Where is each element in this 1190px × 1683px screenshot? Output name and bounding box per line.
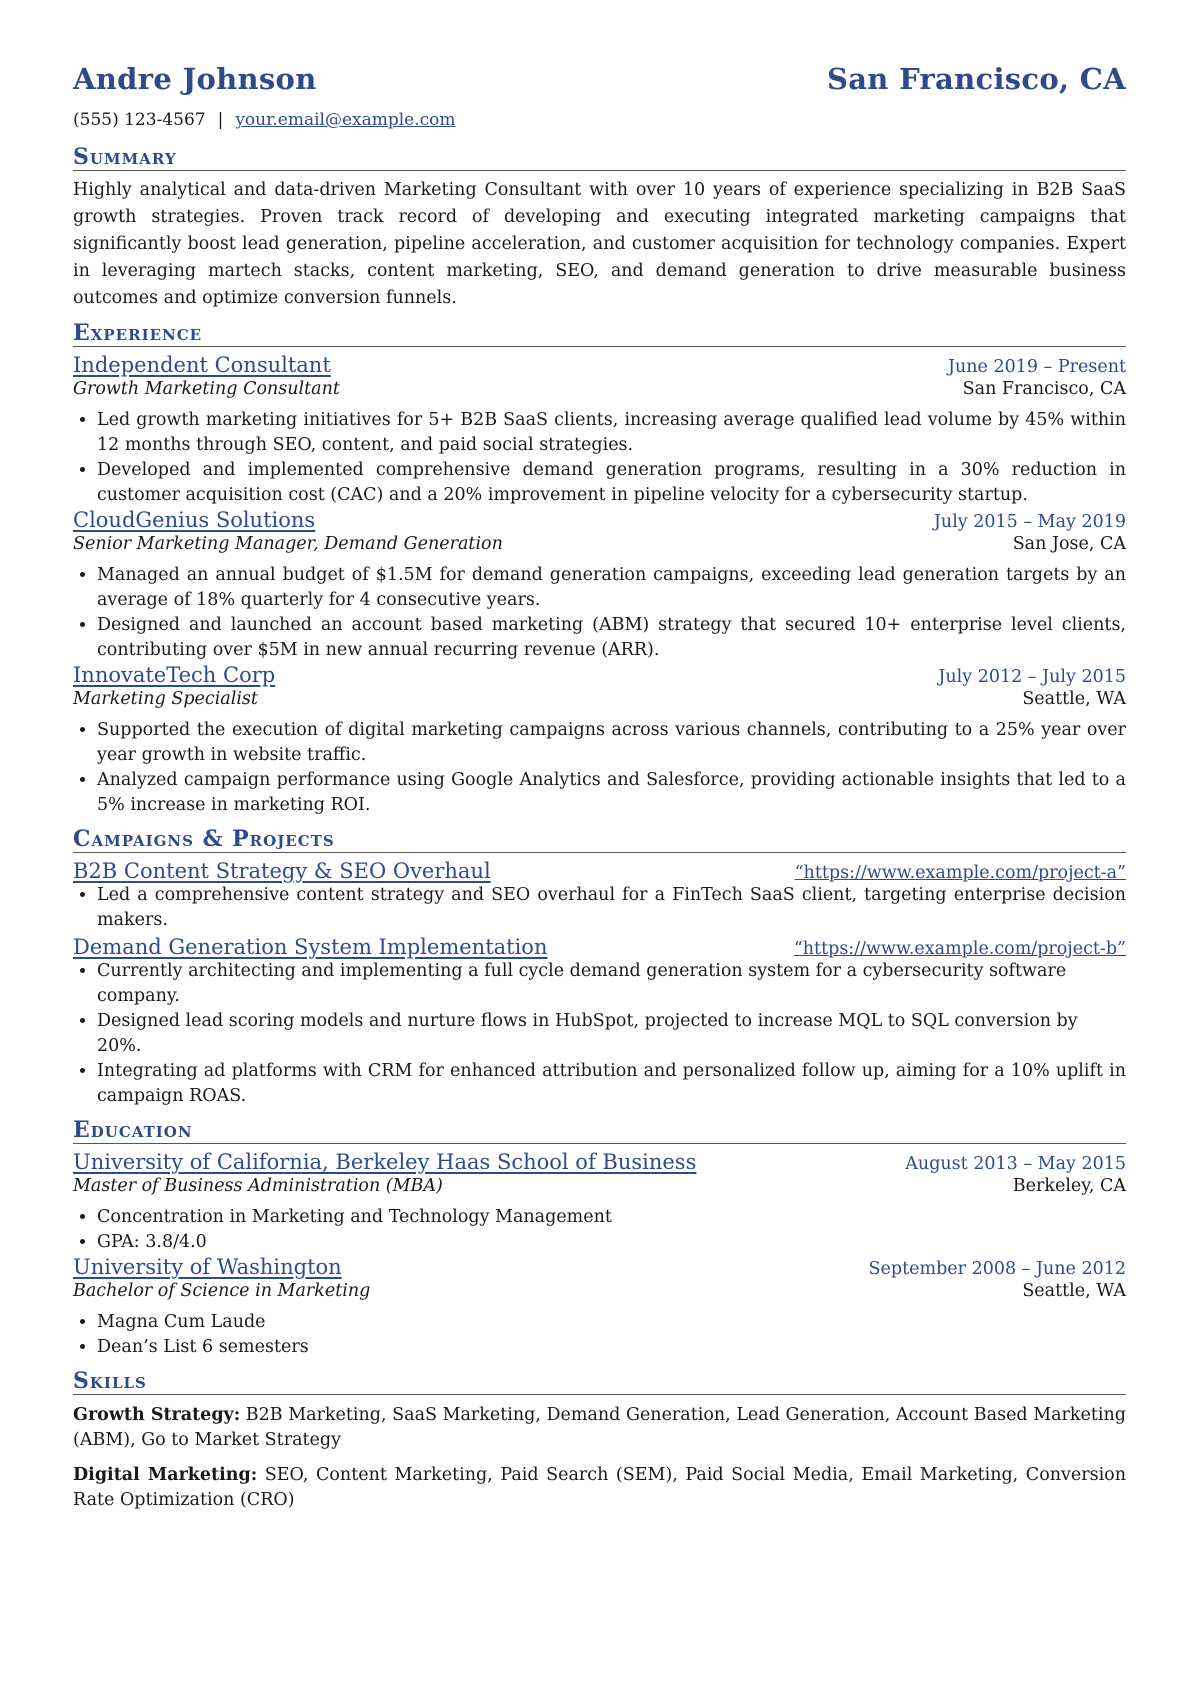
skill-label: Digital Marketing: (73, 1465, 258, 1485)
project-entry (73, 935, 1126, 1109)
job-role: Senior Marketing Manager, Demand Generation (73, 534, 503, 554)
skill-line (73, 1403, 1126, 1453)
list-item: • Developed and implemented comprehensive demand generation programs, resulting in a 30% reduction in customer acquisition cost (CAC) and a 20% improvement in pipeline velocity for a cybersecurity startup. (97, 458, 1126, 508)
bullet-list (73, 959, 1126, 1109)
list-item: • Led growth marketing initiatives for 5+ B2B SaaS clients, increasing average qualified lead volume by 45% within 12 months through SEO, content, and paid social strategies. (97, 408, 1126, 458)
list-item: • Currently architecting and implementing a full cycle demand generation system for a cybersecurity software company. (97, 959, 1126, 1009)
contact-line (73, 110, 1126, 140)
list-item: • Magna Cum Laude (97, 1310, 1126, 1335)
list-item: • GPA: 3.8/4.0 (97, 1230, 1126, 1255)
summary-text: Highly analytical and data-driven Marketing Consultant with over 10 years of experience specializing in B2B SaaS growth strategies. Proven track record of developing and executing integrated marketing campaigns that significantly boost lead generation, pipeline acceleration, and customer acquisition for technology companies. Expert in leveraging martech stacks, content marketing, SEO, and demand generation to drive measurable business outcomes and optimize conversion funnels. (73, 180, 1126, 308)
bullet-list (73, 1205, 1126, 1255)
section-title-summary: Summary (73, 140, 1126, 171)
company-name[interactable]: CloudGenius Solutions (73, 508, 316, 532)
job-role: Marketing Specialist (73, 689, 258, 709)
section-title-projects: Campaigns & Projects (73, 822, 1126, 853)
degree: Master of Business Administration (MBA) (73, 1176, 443, 1196)
email-link[interactable]: your.email@example.com (235, 110, 456, 130)
school-name[interactable]: University of California, Berkeley Haas School of Business (73, 1150, 697, 1174)
bullet-list (73, 563, 1126, 663)
header (73, 62, 1126, 108)
list-item: • Supported the execution of digital marketing campaigns across various channels, contributing to a 25% year over year growth in website traffic. (97, 718, 1126, 768)
job-role: Growth Marketing Consultant (73, 379, 340, 399)
project-name[interactable]: Demand Generation System Implementation (73, 935, 548, 959)
company-name[interactable]: Independent Consultant (73, 353, 331, 377)
list-item: • Dean’s List 6 semesters (97, 1335, 1126, 1360)
list-item: • Designed and launched an account based marketing (ABM) strategy that secured 10+ enterprise level clients, contributing over $5M in new annual recurring revenue (ARR). (97, 613, 1126, 663)
bullet-list (73, 408, 1126, 508)
list-item: • Concentration in Marketing and Technology Management (97, 1205, 1126, 1230)
education-entry (73, 1255, 1126, 1360)
list-item: • Led a comprehensive content strategy and SEO overhaul for a FinTech SaaS client, targeting enterprise decision makers. (97, 883, 1126, 933)
phone-number: (555) 123-4567 (73, 110, 206, 130)
entry-dates: September 2008 – June 2012 (868, 1259, 1126, 1279)
skill-values: SEO, Content Marketing, Paid Search (SEM), Paid Social Media, Email Marketing, Conversion Rate Optimization (CRO) (73, 1465, 1126, 1510)
entry-dates: August 2013 – May 2015 (905, 1154, 1126, 1174)
project-name[interactable]: B2B Content Strategy & SEO Overhaul (73, 859, 491, 883)
education-entry (73, 1150, 1126, 1255)
section-title-skills: Skills (73, 1364, 1126, 1395)
bullet-list (73, 718, 1126, 818)
section-title-experience: Experience (73, 316, 1126, 347)
resume-page (73, 62, 1126, 1513)
candidate-location: San Francisco, CA (826, 62, 1126, 96)
entry-dates: July 2015 – May 2019 (933, 512, 1126, 532)
school-name[interactable]: University of Washington (73, 1255, 342, 1279)
candidate-name: Andre Johnson (73, 62, 317, 96)
degree: Bachelor of Science in Marketing (73, 1281, 371, 1301)
skill-values: B2B Marketing, SaaS Marketing, Demand Generation, Lead Generation, Account Based Marketing (ABM), Go to Market Strategy (73, 1405, 1126, 1450)
entry-location: Berkeley, CA (1012, 1176, 1126, 1196)
company-name[interactable]: InnovateTech Corp (73, 663, 276, 687)
list-item: • Managed an annual budget of $1.5M for demand generation campaigns, exceeding lead generation targets by an average of 18% quarterly for 4 consecutive years. (97, 563, 1126, 613)
bullet-list (73, 1310, 1126, 1360)
skill-line (73, 1463, 1126, 1513)
bullet-list (73, 883, 1126, 933)
experience-entry (73, 663, 1126, 818)
entry-location: Seattle, WA (1022, 1281, 1126, 1301)
list-item: • Analyzed campaign performance using Google Analytics and Salesforce, providing actionable insights that led to a 5% increase in marketing ROI. (97, 768, 1126, 818)
contact-separator: | (217, 110, 224, 130)
project-link[interactable]: “https://www.example.com/project-b” (793, 939, 1126, 959)
experience-entry (73, 508, 1126, 663)
experience-entry (73, 353, 1126, 508)
project-link[interactable]: “https://www.example.com/project-a” (794, 863, 1126, 883)
list-item: • Designed lead scoring models and nurture flows in HubSpot, projected to increase MQL to SQL conversion by 20%. (97, 1009, 1126, 1059)
entry-location: Seattle, WA (1022, 689, 1126, 709)
entry-dates: July 2012 – July 2015 (938, 667, 1126, 687)
section-title-education: Education (73, 1113, 1126, 1144)
entry-location: San Jose, CA (1012, 534, 1126, 554)
entry-location: San Francisco, CA (962, 379, 1126, 399)
skill-label: Growth Strategy: (73, 1405, 241, 1425)
entry-dates: June 2019 – Present (947, 357, 1126, 377)
project-entry (73, 859, 1126, 933)
list-item: • Integrating ad platforms with CRM for enhanced attribution and personalized follow up, aiming for a 10% uplift in campaign ROAS. (97, 1059, 1126, 1109)
